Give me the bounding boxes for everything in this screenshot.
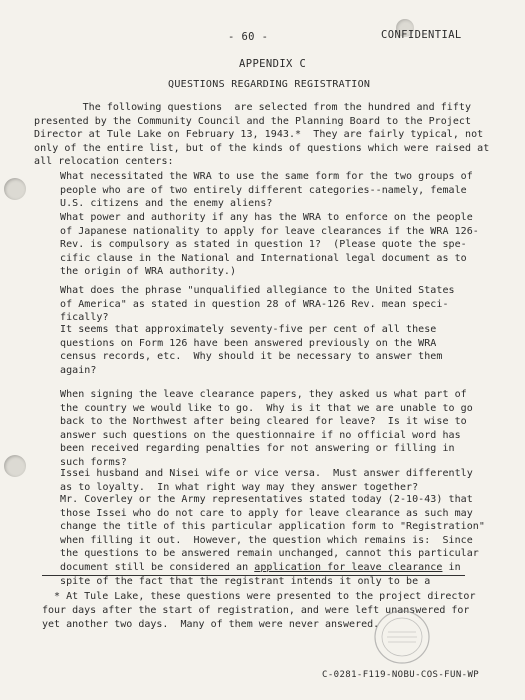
archive-stamp [372, 608, 432, 666]
question-paragraph: Issei husband and Nisei wife or vice versa. Must answer differently as to loyalty. In what right way may they answer together? [60, 468, 473, 493]
question-paragraph: What necessitated the WRA to use the same form for the two groups of people who are of two entirely different categories--namely, female U.S. citizens and the enemy aliens? [60, 171, 473, 210]
page-number: - 60 - [228, 31, 269, 43]
question-text: Mr. Coverley or the Army representatives stated today (2-10-43) that those Issei who do not care to apply for leave clearance as such may change the title of this particular application form to "Registration" when filling it out. However, the question which remains is: Since the questions to be answered remain unchanged, cannot this particular document still be considered an [60, 494, 485, 573]
question-paragraph: It seems that approximately seventy-five per cent of all these questions on Form 126 have been answered previously on the WRA census records, etc. Why should it be necessary to answer them again? [60, 324, 443, 376]
underlined-phrase: application for leave clearance [254, 561, 443, 573]
footnote-divider [42, 575, 465, 576]
intro-paragraph: The following questions are selected from the hundred and fifty presented by the Community Council and the Planning Board to the Project Director at Tule Lake on February 13, 1943.* They are fairly typical, not only of the entire list, but of the kinds of questions which were raised at all relocation centers: [34, 102, 490, 168]
document-id: C-0281-F119-NOBU-COS-FUN-WP [322, 670, 480, 680]
question-paragraph: When signing the leave clearance papers, they asked us what part of the country we would like to go. Why is it that we are unable to go back to the Northwest after being cleared for leave? Is it wise to answer such questions on the questionnaire if no official word has been received regarding penalties for not answering or filling in such forms? [60, 389, 473, 468]
question-text: in spite of the fact that the registrant intends it only to be a [60, 561, 461, 587]
section-heading: QUESTIONS REGARDING REGISTRATION [168, 79, 371, 90]
stamp-seal-icon [372, 608, 432, 666]
appendix-label: APPENDIX C [239, 58, 307, 70]
question-paragraph: What power and authority if any has the WRA to enforce on the people of Japanese nationality to apply for leave clearances if the WRA 126- Rev. is compulsory as stated in question 1? (Please quote the spe- cific clause in the National and International legal document as to the origin of WRA authority.) [60, 212, 479, 278]
footnote: * At Tule Lake, these questions were presented to the project director four days after the start of registration, and were left unanswered for yet another two days. Many of them were never answered. [42, 591, 476, 630]
classification-mark: CONFIDENTIAL [381, 29, 462, 41]
question-paragraph: What does the phrase "unqualified allegiance to the United States of America" as stated in question 28 of WRA-126 Rev. mean speci- fically? [60, 285, 455, 324]
punch-hole [4, 178, 26, 200]
punch-hole [4, 455, 26, 477]
question-paragraph-last [60, 493, 485, 588]
